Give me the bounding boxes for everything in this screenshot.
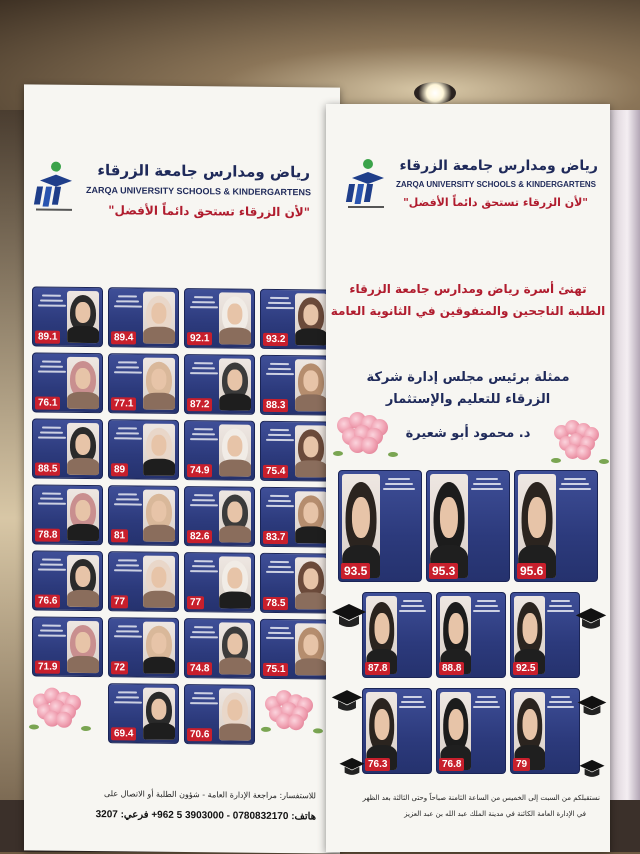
student-photo [219,358,251,410]
leaf-icon [388,452,398,457]
student-photo [67,423,99,475]
student-photo [143,490,175,542]
rose-bouquet-right [550,416,608,468]
student-name-lines [264,558,296,576]
graduation-cap-icon [338,754,366,778]
student-photo [67,621,99,673]
student-name-lines [112,622,144,640]
student-card [184,354,255,415]
student-score: 81 [111,529,128,542]
inquiry-text: للاستفسار: مراجعة الإدارة العامة - شؤون الطلبة أو الاتصال على [104,789,316,801]
school-title-arabic: رياض ومدارس جامعة الزرقاء [97,161,310,182]
student-score: 77.1 [111,397,136,410]
student-name-lines [112,556,144,574]
leaf-icon [29,724,39,729]
student-photo [219,490,251,542]
leaf-icon [313,728,323,733]
student-card [260,289,331,350]
representative-line-2: الزرقاء للتعليم والإستثمار [385,392,551,407]
student-card [32,550,103,611]
student-score: 93.5 [341,563,370,579]
leaf-icon [599,459,609,464]
student-card [184,618,255,679]
student-score: 92.1 [187,332,212,345]
student-name-lines [264,492,296,510]
student-score: 76.1 [35,396,60,409]
student-score: 74.9 [187,464,212,477]
rose-bouquet-right [260,687,322,738]
student-card [184,684,255,745]
student-photo [143,424,175,476]
student-card [362,688,432,774]
student-score: 87.2 [187,398,212,411]
student-score: 75.4 [263,465,288,478]
student-card [260,421,331,482]
student-name-lines [112,358,144,376]
student-name-lines [264,624,296,642]
student-card [32,352,103,413]
student-card [184,552,255,613]
student-card [510,688,580,774]
representative-line-1: ممثلة برئيس مجلس إدارة شركة [366,370,570,385]
opening-hours-text: نستقبلكم من السبت إلى الخميس من الساعة الثامنة صباحاً وحتى الثالثة بعد الظهر [362,794,600,802]
student-score: 77 [111,595,128,608]
student-photo [295,491,327,543]
student-card [260,355,331,416]
student-name-lines [468,475,506,493]
student-score: 89.4 [111,331,136,344]
student-card [260,487,331,548]
student-card [510,592,580,678]
top-students-grid [338,470,598,582]
student-score: 75.1 [263,663,288,676]
student-name-lines [188,623,220,641]
student-photo [295,557,327,609]
student-photo [219,622,251,674]
student-score: 79 [513,758,530,771]
wall-right [608,110,640,852]
student-score: 70.6 [187,728,212,741]
student-card [514,470,598,582]
students-grid-middle [362,592,582,678]
student-score: 76.3 [365,758,390,771]
representative-name: د. محمود أبو شعيرة [405,426,531,441]
student-name-lines [36,621,68,639]
student-name-lines [112,490,144,508]
student-score: 87.8 [365,662,390,675]
student-name-lines [36,489,68,507]
student-card [260,619,331,680]
ceiling-lamp [414,82,456,104]
student-photo [143,292,175,344]
student-name-lines [188,293,220,311]
leaf-icon [333,451,343,456]
rose-bouquet-left [28,684,90,735]
student-score: 88.8 [439,662,464,675]
student-score: 88.5 [35,462,60,475]
student-card [338,470,422,582]
student-score: 76.6 [35,594,60,607]
student-name-lines [471,597,502,615]
student-score: 78.8 [35,528,60,541]
student-name-lines [36,357,68,375]
student-card [426,470,510,582]
student-photo [295,359,327,411]
student-name-lines [397,693,428,711]
congrats-line-1: تهنئ أسرة رياض ومدارس جامعة الزرقاء [349,282,587,296]
student-score: 78.5 [263,597,288,610]
leaf-icon [551,458,561,463]
rose-icon [288,714,304,730]
student-score: 83.7 [263,531,288,544]
graduation-cap-icon [574,604,608,632]
student-card [108,287,179,348]
student-name-lines [471,693,502,711]
graduation-cap-icon [578,756,606,780]
student-name-lines [556,475,594,493]
graduation-cap-icon [330,600,368,630]
student-name-lines [188,491,220,509]
student-name-lines [112,292,144,310]
student-name-lines [545,597,576,615]
student-name-lines [112,688,144,706]
student-photo [67,489,99,541]
student-card [32,616,103,677]
student-photo [143,358,175,410]
student-card [108,551,179,612]
student-score: 89 [111,463,128,476]
student-card [260,553,331,614]
student-name-lines [36,423,68,441]
student-score: 95.3 [429,563,458,579]
student-name-lines [264,360,296,378]
student-card [108,419,179,480]
school-title-english: ZARQA UNIVERSITY SCHOOLS & KINDERGARTENS [396,180,597,189]
student-photo [295,293,327,345]
student-photo [219,556,251,608]
school-slogan: "لأن الزرقاء تستحق دائماً الأفضل" [108,203,310,220]
student-score: 74.8 [187,662,212,675]
student-photo [219,688,251,740]
student-photo [143,688,175,740]
student-name-lines [545,693,576,711]
student-score: 89.1 [35,330,60,343]
student-card [362,592,432,678]
student-score: 71.9 [35,660,60,673]
student-name-lines [112,424,144,442]
rose-icon [56,712,72,728]
student-photo [67,291,99,343]
student-photo [295,425,327,477]
students-grid-bottom [362,688,582,774]
school-slogan: "لأن الزرقاء تستحق دائماً الأفضل" [403,196,588,209]
student-score: 69.4 [111,727,136,740]
student-card [184,486,255,547]
student-name-lines [264,294,296,312]
student-score: 72 [111,661,128,674]
student-name-lines [188,557,220,575]
student-card [108,353,179,414]
phone-number: هاتف: 0780832170 - 3903000 5 962+ فرعي: 3207 [95,809,316,823]
student-name-lines [264,426,296,444]
student-card [32,484,103,545]
student-photo [219,292,251,344]
student-photo [295,623,327,675]
student-score: 76.8 [439,758,464,771]
student-card [436,592,506,678]
student-card [108,485,179,546]
student-photo [219,424,251,476]
student-card [108,617,179,678]
student-name-lines [397,597,428,615]
student-card [32,286,103,347]
student-score: 93.2 [263,333,288,346]
banner-right [326,104,610,852]
graduation-cap-icon [330,686,364,714]
banner-left [24,84,340,853]
school-title-arabic: رياض ومدارس جامعة الزرقاء [399,158,598,174]
student-name-lines [188,689,220,707]
student-score: 95.6 [517,563,546,579]
student-name-lines [36,555,68,573]
leaf-icon [81,726,91,731]
school-logo-icon [344,156,388,212]
student-photo [143,622,175,674]
congrats-line-2: الطلبة الناجحين والمتفوقين في الثانوية العامة [330,304,606,318]
student-name-lines [36,291,68,309]
student-score: 77 [187,596,204,609]
student-photo [67,555,99,607]
address-text: في الإدارة العامة الكائنة في مدينة الملك عبد الله بن عبد العزيز [404,810,586,818]
graduation-cap-icon [576,692,608,718]
student-name-lines [188,425,220,443]
rose-icon [576,445,591,460]
student-card [184,420,255,481]
rose-bouquet-left [332,408,398,462]
student-score: 82.6 [187,530,212,543]
student-photo [67,357,99,409]
student-score: 88.3 [263,399,288,412]
students-grid [32,286,332,745]
school-logo-icon [32,158,76,214]
student-card [108,683,179,744]
student-card [32,418,103,479]
student-card [436,688,506,774]
student-name-lines [380,475,418,493]
rose-icon [361,437,378,454]
student-name-lines [188,359,220,377]
student-photo [143,556,175,608]
student-score: 92.5 [513,662,538,675]
student-card [184,288,255,349]
school-title-english: ZARQA UNIVERSITY SCHOOLS & KINDERGARTENS [86,184,312,198]
leaf-icon [261,727,271,732]
